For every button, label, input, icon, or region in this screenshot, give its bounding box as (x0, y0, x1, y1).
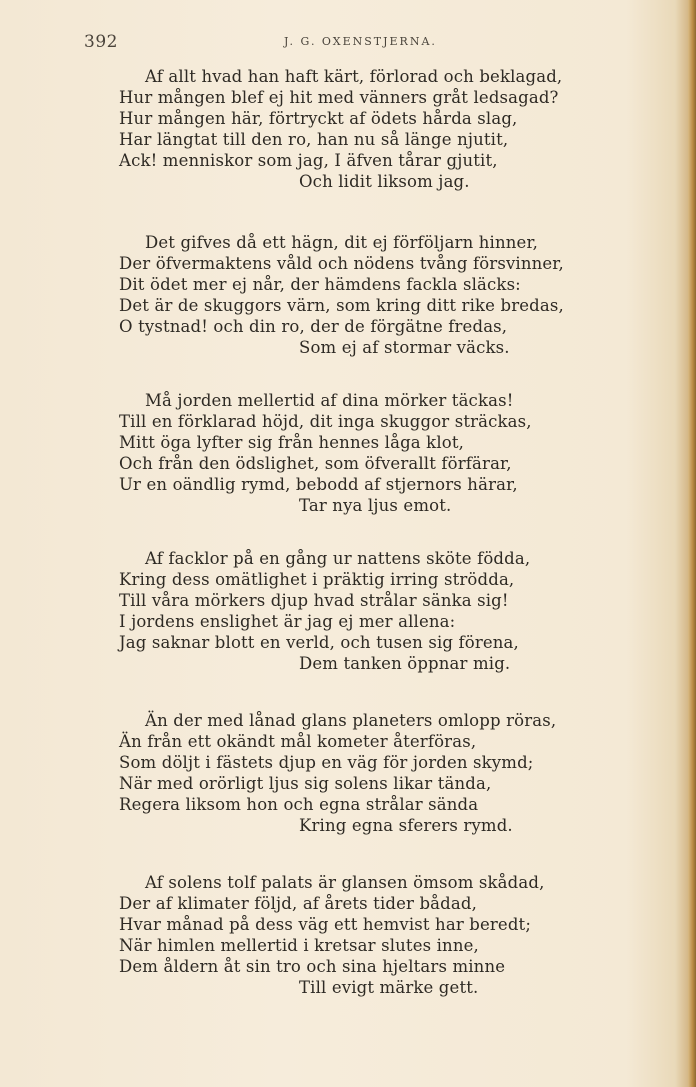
page-edge (688, 0, 696, 1087)
verse-line: Tar nya ljus emot. (299, 496, 452, 515)
verse-line: Än der med lånad glans planeters omlopp röras, (145, 711, 557, 730)
verse-line: Der öfvermaktens våld och nödens tvång försvinner, (119, 254, 564, 273)
verse-line: Som ej af stormar väcks. (299, 338, 510, 357)
verse-line: Kring egna sferers rymd. (299, 816, 513, 835)
verse-line: Och lidit liksom jag. (299, 172, 470, 191)
verse-line: Hvar månad på dess väg ett hemvist har beredt; (119, 915, 532, 934)
verse-line: O tystnad! och din ro, der de förgätne fredas, (119, 317, 508, 336)
verse-line: Än från ett okändt mål kometer återföras, (119, 732, 477, 751)
running-head: J. G. OXENSTJERNA. (284, 35, 437, 48)
verse-line: Till en förklarad höjd, dit inga skuggor sträckas, (119, 412, 532, 431)
verse-line: När himlen mellertid i kretsar slutes inne, (119, 936, 479, 955)
page-header (84, 32, 644, 54)
verse-line: Kring dess omätlighet i präktig irring strödda, (119, 570, 515, 589)
verse-line: Må jorden mellertid af dina mörker täckas! (145, 391, 514, 410)
stanza (119, 872, 639, 998)
verse-line: Och från den ödslighet, som öfverallt förfärar, (119, 454, 512, 473)
verse-line: I jordens enslighet är jag ej mer allena: (119, 612, 456, 631)
verse-line: Har längtat till den ro, han nu så länge njutit, (119, 130, 509, 149)
verse-line: Af facklor på en gång ur nattens sköte födda, (145, 549, 531, 568)
stanza (119, 66, 639, 192)
stanza (119, 710, 639, 836)
verse-line: Det gifves då ett hägn, dit ej förföljarn hinner, (145, 233, 539, 252)
verse-line: När med orörligt ljus sig solens likar tända, (119, 774, 492, 793)
verse-line: Jag saknar blott en verld, och tusen sig förena, (119, 633, 519, 652)
verse-line: Hur mången blef ej hit med vänners gråt ledsagad? (119, 88, 559, 107)
verse-line: Regera liksom hon och egna strålar sända (119, 795, 479, 814)
stanza (119, 548, 639, 674)
verse-line: Mitt öga lyfter sig från hennes låga klot, (119, 433, 465, 452)
verse-line: Till evigt märke gett. (299, 978, 479, 997)
verse-line: Ack! menniskor som jag, I äfven tårar gjutit, (119, 151, 498, 170)
verse-line: Af allt hvad han haft kärt, förlorad och beklagad, (145, 67, 563, 86)
verse-line: Till våra mörkers djup hvad strålar sänka sig! (119, 591, 509, 610)
verse-line: Der af klimater följd, af årets tider bådad, (119, 894, 477, 913)
verse-line: Af solens tolf palats är glansen ömsom skådad, (145, 873, 545, 892)
verse-line: Det är de skuggors värn, som kring ditt rike bredas, (119, 296, 564, 315)
stanza (119, 390, 639, 516)
verse-line: Ur en oändlig rymd, bebodd af stjernors härar, (119, 475, 518, 494)
page-number: 392 (84, 32, 118, 52)
stanza (119, 232, 639, 358)
verse-line: Som döljt i fästets djup en väg för jorden skymd; (119, 753, 534, 772)
verse-line: Dem åldern åt sin tro och sina hjeltars minne (119, 957, 506, 976)
verse-line: Hur mången här, förtryckt af ödets hårda slag, (119, 109, 518, 128)
verse-line: Dit ödet mer ej når, der hämdens fackla släcks: (119, 275, 521, 294)
verse-line: Dem tanken öppnar mig. (299, 654, 511, 673)
